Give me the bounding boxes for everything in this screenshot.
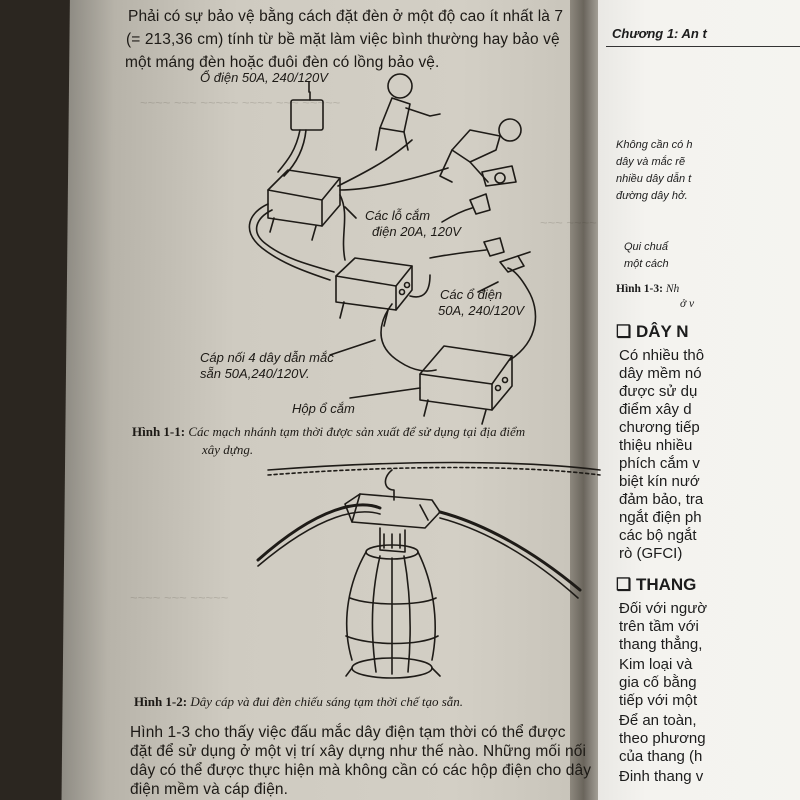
right-small-line-3: nhiều dây dẫn t bbox=[616, 173, 692, 185]
caption-text-2: xây dựng. bbox=[202, 442, 254, 457]
label-box: Hộp ổ cắm bbox=[292, 401, 355, 416]
section-heading-day: ❑ DÂY N bbox=[616, 322, 689, 341]
s2-line: thang thẳng, bbox=[619, 636, 703, 653]
s2-line: Kim loại và bbox=[619, 656, 693, 673]
s1-line: được sử dụ bbox=[619, 383, 698, 400]
s1-line: các bộ ngắt bbox=[619, 527, 697, 544]
right-qui-line-1: Qui chuẩ bbox=[624, 241, 669, 253]
s1-line: chương tiếp bbox=[619, 419, 700, 436]
caption-label: Hình 1-3: bbox=[616, 283, 663, 295]
s1-line: dây mềm nó bbox=[619, 365, 702, 382]
section-heading-thang: ❑ THANG bbox=[616, 575, 697, 594]
s2-line: gia cố bằng bbox=[619, 674, 697, 691]
s2-line: của thang (h bbox=[619, 748, 703, 765]
intro-line-2: (= 213,36 cm) tính từ bề mặt làm việc bình thường hay bảo vệ bbox=[126, 31, 560, 48]
s1-line: đảm bảo, tra bbox=[619, 491, 704, 508]
caption-text: Dây cáp và đui đèn chiếu sáng tạm thời chế tạo sẵn. bbox=[190, 694, 464, 709]
s2-line: Đối với ngườ bbox=[619, 600, 708, 617]
right-small-line-1: Không cần có h bbox=[616, 139, 693, 151]
caption-text: Các mạch nhánh tạm thời được sản xuất để sử dụng tại địa điểm bbox=[188, 424, 526, 439]
right-small-line-2: dây và mắc rẽ bbox=[616, 156, 686, 168]
s1-line: thiệu nhiều bbox=[619, 437, 693, 454]
header-rule bbox=[606, 46, 800, 47]
s1-line: phích cắm v bbox=[619, 455, 700, 472]
body-line-2: đặt để sử dụng ở một vị trí xây dựng như thế nào. Những mối nối bbox=[130, 743, 587, 760]
caption-text: Nh bbox=[665, 283, 680, 295]
s1-line: biệt kín nướ bbox=[619, 473, 700, 490]
caption-label: Hình 1-2: bbox=[134, 694, 188, 709]
label-cable-line2: sẵn 50A,240/120V. bbox=[200, 366, 310, 381]
figure-1-3-caption-line2: ở v bbox=[680, 298, 695, 310]
label-outlets-50a-line1: Các ổ điện bbox=[440, 287, 503, 302]
s1-line: Có nhiều thô bbox=[619, 347, 705, 364]
label-outlets-20a-line1: Các lỗ cắm bbox=[365, 208, 431, 223]
s2-line: Đinh thang v bbox=[619, 768, 704, 785]
chapter-header: Chương 1: An t bbox=[612, 26, 707, 41]
label-outlets-20a-line2: điện 20A, 120V bbox=[372, 224, 461, 239]
label-cable-line1: Cáp nối 4 dây dẫn mắc bbox=[200, 350, 334, 365]
bleed-through-text: ~~~ ~~~~ bbox=[540, 215, 597, 230]
s2-line: Để an toàn, bbox=[619, 712, 697, 729]
bleed-through-text: ~~~~ ~~~ ~~~~~ bbox=[130, 590, 229, 605]
s2-line: theo phương bbox=[619, 730, 706, 747]
body-line-4: điện mềm và cáp điện. bbox=[130, 781, 289, 798]
s1-line: rò (GFCI) bbox=[619, 545, 683, 562]
label-outlets-50a-line2: 50A, 240/120V bbox=[438, 303, 525, 318]
s2-line: trên tầm với bbox=[619, 618, 699, 635]
figure-1-2-caption bbox=[134, 694, 463, 710]
right-small-line-4: đường dây hở. bbox=[616, 190, 688, 202]
intro-line-1: Phải có sự bảo vệ bằng cách đặt đèn ở một độ cao ít nhất là 7 bbox=[128, 8, 564, 25]
bleed-through-text: ~~~~ ~~~ ~~~~~ ~~~~ ~~~ ~~~~~ bbox=[140, 95, 341, 110]
s1-line: ngắt điện ph bbox=[619, 509, 702, 526]
figure-1-3-caption bbox=[616, 283, 679, 295]
s2-line: tiếp với một bbox=[619, 692, 698, 709]
body-line-1: Hình 1-3 cho thấy việc đấu mắc dây điện tạm thời có thể được bbox=[130, 724, 566, 741]
caption-label: Hình 1-1: bbox=[132, 424, 186, 439]
s1-line: điểm xây d bbox=[619, 401, 692, 418]
intro-line-3: một máng đèn hoặc đuôi đèn có lồng bảo vệ. bbox=[125, 54, 440, 71]
right-qui-line-2: một cách bbox=[624, 258, 669, 270]
label-outlet-top: Ổ điện 50A, 240/120V bbox=[200, 70, 328, 85]
body-line-3: dây có thể được thực hiện mà không cần có các hộp điện cho dây bbox=[130, 762, 592, 779]
